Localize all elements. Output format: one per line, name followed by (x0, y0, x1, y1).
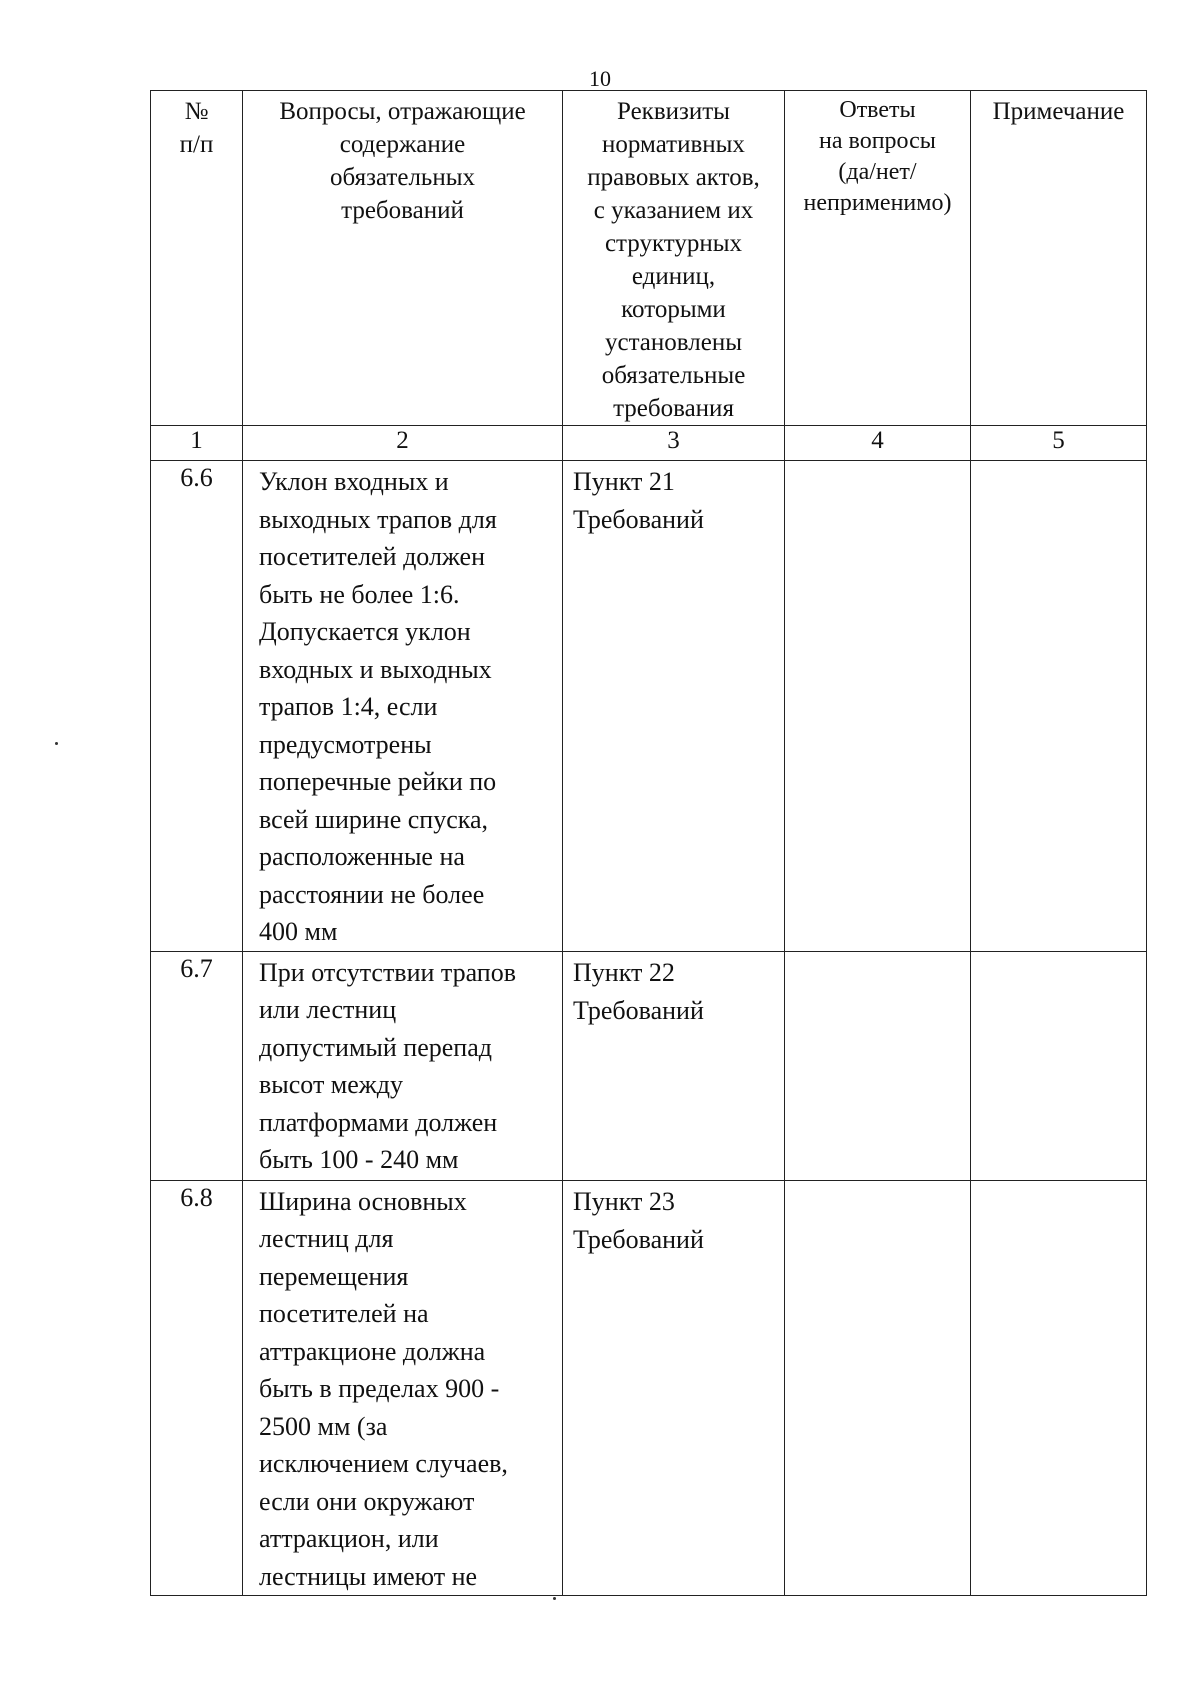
requirement-line: 400 мм (259, 917, 338, 946)
answer-cell[interactable] (785, 951, 971, 1180)
column-number: 1 (151, 426, 243, 461)
header-legal-refs-line: правовых актов, (587, 164, 760, 191)
note-cell[interactable] (971, 461, 1147, 952)
requirement-line: всей ширине спуска, (259, 804, 489, 834)
table-row (151, 1180, 1147, 1596)
requirement-line: Ширина основных (259, 1186, 467, 1216)
requirement-line: быть не более 1:6. (259, 579, 460, 609)
requirement-line: трапов 1:4, если (259, 692, 438, 721)
header-note (971, 91, 1147, 426)
requirement-line: При отсутствии трапов (259, 957, 516, 987)
reference-cell (563, 951, 785, 1180)
requirement-line: посетителей на (259, 1299, 429, 1328)
requirement-line: посетителей должен (259, 542, 486, 571)
requirement-line: аттракцион, или (259, 1524, 439, 1553)
requirement-line: аттракционе должна (259, 1336, 486, 1366)
reference-line: Требований (573, 505, 704, 534)
note-cell[interactable] (971, 1180, 1147, 1596)
header-number-line: п/п (179, 131, 214, 158)
table-row (151, 951, 1147, 1180)
column-number: 5 (971, 426, 1147, 461)
note-cell[interactable] (971, 951, 1147, 1180)
requirement-cell (243, 951, 563, 1180)
header-answers-line: (да/нет/ (838, 159, 917, 185)
reference-line: Пункт 23 (573, 1186, 675, 1216)
page-number: 10 (589, 66, 611, 91)
header-legal-refs-line: установлены (604, 329, 743, 356)
column-number: 3 (563, 426, 785, 461)
header-answers-line: Ответы (839, 97, 916, 123)
reference-line: Пункт 22 (573, 957, 675, 987)
header-legal-refs (563, 91, 785, 426)
requirement-line: Уклон входных и (259, 467, 449, 496)
requirement-line: быть в пределах 900 - (259, 1374, 500, 1403)
header-number (151, 91, 243, 426)
checklist-table (150, 90, 1147, 1596)
header-legal-refs-line: обязательные (601, 362, 746, 389)
requirement-line: высот между (259, 1070, 403, 1099)
requirement-line: платформами должен (259, 1107, 498, 1137)
requirement-line: Допускается уклон (259, 617, 471, 646)
requirement-line: 2500 мм (за (259, 1411, 388, 1441)
requirement-line: перемещения (259, 1261, 409, 1291)
row-number: 6.8 (151, 1180, 243, 1596)
requirement-line: если они окружают (259, 1486, 475, 1516)
row-number: 6.6 (151, 461, 243, 952)
header-questions (243, 91, 563, 426)
reference-line: Требований (573, 995, 704, 1025)
header-legal-refs-line: которыми (621, 296, 726, 323)
header-questions-line: требований (341, 197, 464, 224)
header-answers-line: на вопросы (819, 128, 936, 154)
requirement-cell (243, 1180, 563, 1596)
header-legal-refs-line: единиц, (631, 263, 716, 290)
requirement-line: исключением случаев, (259, 1449, 508, 1478)
requirement-line: поперечные рейки по (259, 767, 497, 796)
header-questions-line: обязательных (330, 164, 475, 191)
reference-cell (563, 1180, 785, 1596)
table-row (151, 461, 1147, 952)
header-questions-line: Вопросы, отражающие (279, 98, 526, 125)
requirement-line: расстоянии не более (259, 879, 485, 909)
answer-cell[interactable] (785, 1180, 971, 1596)
requirement-line: лестницы имеют не (259, 1561, 478, 1591)
reference-line: Пункт 21 (573, 467, 675, 496)
requirement-line: или лестниц (259, 995, 397, 1024)
requirement-line: входных и выходных (259, 654, 492, 684)
column-number: 4 (785, 426, 971, 461)
requirement-line: предусмотрены (259, 729, 432, 759)
requirement-line: расположенные на (259, 842, 465, 871)
header-answers-line: неприменимо) (803, 190, 952, 216)
row-number: 6.7 (151, 951, 243, 1180)
requirement-line: быть 100 - 240 мм (259, 1145, 459, 1174)
reference-cell (563, 461, 785, 952)
answer-cell[interactable] (785, 461, 971, 952)
header-answers (785, 91, 971, 426)
table-header-row (151, 91, 1147, 426)
header-number-line: № (184, 98, 209, 125)
requirement-line: лестниц для (259, 1224, 394, 1253)
scan-speck (553, 1597, 556, 1600)
header-legal-refs-line: с указанием их (593, 197, 754, 224)
header-legal-refs-line: Реквизиты (617, 98, 730, 125)
header-note-line: Примечание (992, 98, 1125, 125)
requirement-cell (243, 461, 563, 952)
scan-speck (55, 742, 58, 745)
header-questions-line: содержание (339, 131, 466, 158)
header-legal-refs-line: требования (613, 395, 734, 422)
column-numbers-row (151, 426, 1147, 461)
header-legal-refs-line: нормативных (602, 131, 745, 158)
header-legal-refs-line: структурных (604, 230, 743, 257)
requirement-line: выходных трапов для (259, 504, 497, 534)
requirement-line: допустимый перепад (259, 1032, 492, 1062)
reference-line: Требований (573, 1224, 704, 1254)
column-number: 2 (243, 426, 563, 461)
